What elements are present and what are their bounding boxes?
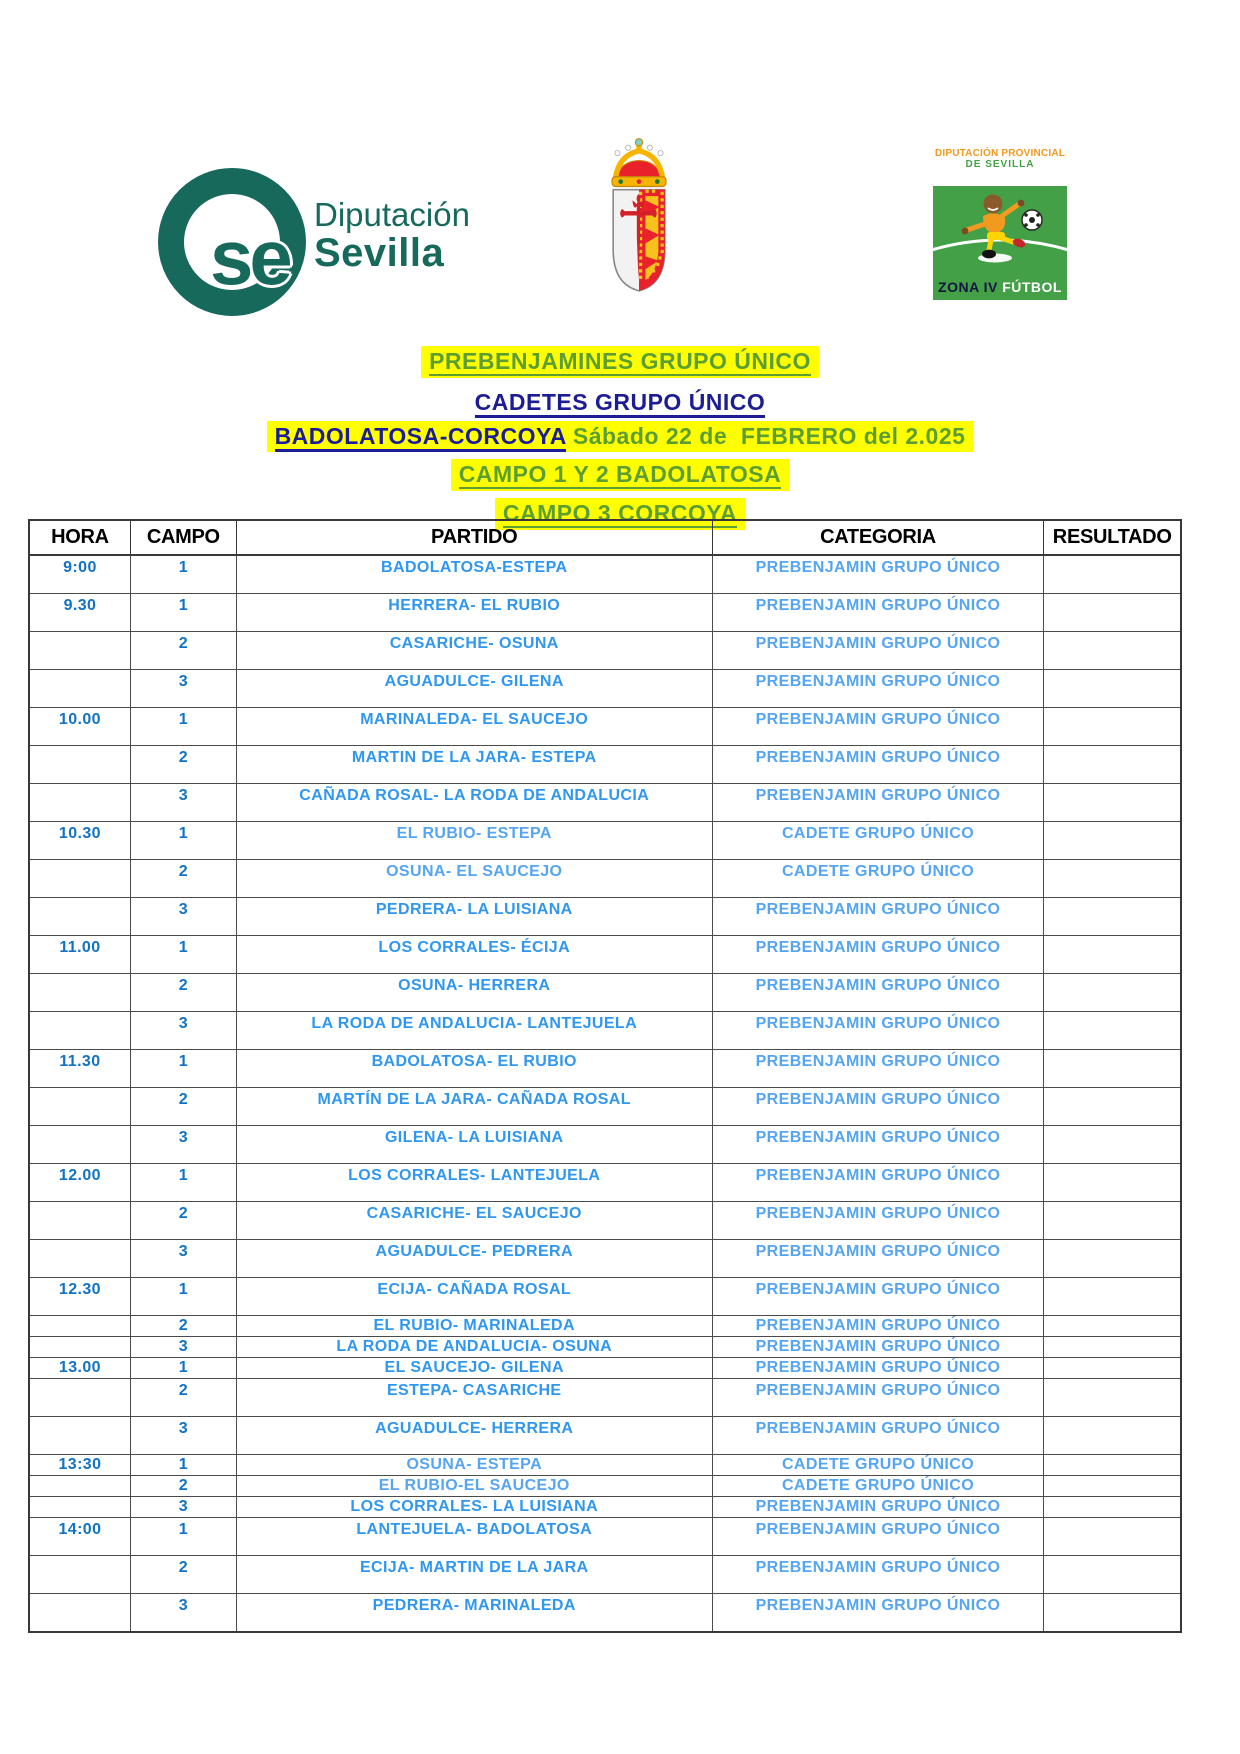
partido-cell: CAÑADA ROSAL- LA RODA DE ANDALUCIA	[236, 784, 712, 822]
categoria-cell: PREBENJAMIN GRUPO ÚNICO	[712, 1050, 1044, 1088]
diputacion-sevilla-mark-icon	[158, 168, 308, 304]
partido-cell: MARTÍN DE LA JARA- CAÑADA ROSAL	[236, 1088, 712, 1126]
hora-cell	[29, 784, 130, 822]
campo-cell: 1	[130, 1455, 236, 1476]
campo-cell: 1	[130, 1518, 236, 1556]
partido-cell: MARTIN DE LA JARA- ESTEPA	[236, 746, 712, 784]
table-row	[29, 1012, 1181, 1050]
resultado-cell	[1044, 822, 1181, 860]
hora-cell	[29, 1316, 130, 1337]
table-row	[29, 1126, 1181, 1164]
campo-cell: 2	[130, 1202, 236, 1240]
zona-logo-line2: DE SEVILLA	[965, 159, 1035, 170]
partido-cell: EL RUBIO- MARINALEDA	[236, 1316, 712, 1337]
table-row	[29, 708, 1181, 746]
table-row	[29, 1476, 1181, 1497]
hora-cell: 13:30	[29, 1455, 130, 1476]
campo-cell: 1	[130, 936, 236, 974]
resultado-cell	[1044, 708, 1181, 746]
categoria-cell: PREBENJAMIN GRUPO ÚNICO	[712, 1518, 1044, 1556]
hora-cell: 10.30	[29, 822, 130, 860]
resultado-cell	[1044, 1126, 1181, 1164]
header-partido: PARTIDO	[236, 520, 712, 555]
hora-cell: 9.30	[29, 594, 130, 632]
hora-cell	[29, 1379, 130, 1417]
resultado-cell	[1044, 1358, 1181, 1379]
resultado-cell	[1044, 784, 1181, 822]
zona-logo-line1: DIPUTACIÓN PROVINCIAL	[934, 148, 1066, 159]
table-row	[29, 1417, 1181, 1455]
title-date: Sábado 22 de FEBRERO del 2.025	[565, 422, 966, 449]
header-categoria: CATEGORIA	[712, 520, 1044, 555]
campo-cell: 1	[130, 1164, 236, 1202]
campo-cell: 1	[130, 1050, 236, 1088]
hora-cell: 11.30	[29, 1050, 130, 1088]
categoria-cell: PREBENJAMIN GRUPO ÚNICO	[712, 784, 1044, 822]
table-row	[29, 1202, 1181, 1240]
table-row	[29, 555, 1181, 594]
campo-cell: 3	[130, 1337, 236, 1358]
partido-cell: OSUNA- HERRERA	[236, 974, 712, 1012]
campo-cell: 2	[130, 860, 236, 898]
footballer-icon	[933, 186, 1067, 282]
table-row	[29, 936, 1181, 974]
partido-cell: EL RUBIO- ESTEPA	[236, 822, 712, 860]
campo-cell: 3	[130, 670, 236, 708]
table-row	[29, 974, 1181, 1012]
campo-cell: 2	[130, 1476, 236, 1497]
categoria-cell: PREBENJAMIN GRUPO ÚNICO	[712, 1594, 1044, 1633]
resultado-cell	[1044, 1202, 1181, 1240]
table-row	[29, 1050, 1181, 1088]
campo-cell: 3	[130, 898, 236, 936]
resultado-cell	[1044, 594, 1181, 632]
categoria-cell: PREBENJAMIN GRUPO ÚNICO	[712, 594, 1044, 632]
categoria-cell: PREBENJAMIN GRUPO ÚNICO	[712, 1126, 1044, 1164]
partido-cell: CASARICHE- EL SAUCEJO	[236, 1202, 712, 1240]
resultado-cell	[1044, 974, 1181, 1012]
partido-cell: LANTEJUELA- BADOLATOSA	[236, 1518, 712, 1556]
partido-cell: LOS CORRALES- LANTEJUELA	[236, 1164, 712, 1202]
logo-word-sevilla: Sevilla	[314, 231, 445, 276]
categoria-cell: PREBENJAMIN GRUPO ÚNICO	[712, 632, 1044, 670]
hora-cell	[29, 1012, 130, 1050]
campo-cell: 3	[130, 1417, 236, 1455]
resultado-cell	[1044, 1518, 1181, 1556]
partido-cell: AGUADULCE- HERRERA	[236, 1417, 712, 1455]
hora-cell: 12.30	[29, 1278, 130, 1316]
hora-cell	[29, 1476, 130, 1497]
categoria-cell: PREBENJAMIN GRUPO ÚNICO	[712, 1417, 1044, 1455]
resultado-cell	[1044, 1476, 1181, 1497]
diputacion-sevilla-logo	[158, 168, 470, 304]
table-row	[29, 1278, 1181, 1316]
categoria-cell: PREBENJAMIN GRUPO ÚNICO	[712, 1202, 1044, 1240]
partido-cell: GILENA- LA LUISIANA	[236, 1126, 712, 1164]
table-row	[29, 1240, 1181, 1278]
categoria-cell: PREBENJAMIN GRUPO ÚNICO	[712, 1316, 1044, 1337]
categoria-cell: CADETE GRUPO ÚNICO	[712, 1476, 1044, 1497]
categoria-cell: PREBENJAMIN GRUPO ÚNICO	[712, 1088, 1044, 1126]
partido-cell: AGUADULCE- GILENA	[236, 670, 712, 708]
schedule-table	[28, 519, 1182, 1633]
futbol-text: FÚTBOL	[1002, 279, 1062, 295]
resultado-cell	[1044, 746, 1181, 784]
table-row	[29, 1316, 1181, 1337]
hora-cell: 10.00	[29, 708, 130, 746]
campo-cell: 3	[130, 1012, 236, 1050]
hora-cell	[29, 1240, 130, 1278]
partido-cell: AGUADULCE- PEDRERA	[236, 1240, 712, 1278]
partido-cell: EL RUBIO-EL SAUCEJO	[236, 1476, 712, 1497]
categoria-cell: PREBENJAMIN GRUPO ÚNICO	[712, 670, 1044, 708]
campo-cell: 1	[130, 822, 236, 860]
table-row	[29, 1518, 1181, 1556]
title-campo-3: CAMPO 3 CORCOYA	[502, 500, 738, 526]
resultado-cell	[1044, 936, 1181, 974]
table-row	[29, 746, 1181, 784]
campo-cell: 2	[130, 1379, 236, 1417]
partido-cell: LOS CORRALES- ÉCIJA	[236, 936, 712, 974]
resultado-cell	[1044, 670, 1181, 708]
partido-cell: ECIJA- CAÑADA ROSAL	[236, 1278, 712, 1316]
categoria-cell: PREBENJAMIN GRUPO ÚNICO	[712, 1337, 1044, 1358]
header-hora: HORA	[29, 520, 130, 555]
logo-word-diputacion: Diputación	[314, 195, 470, 233]
campo-cell: 2	[130, 1088, 236, 1126]
resultado-cell	[1044, 1556, 1181, 1594]
hora-cell	[29, 1088, 130, 1126]
categoria-cell: PREBENJAMIN GRUPO ÚNICO	[712, 1497, 1044, 1518]
hora-cell: 9:00	[29, 555, 130, 594]
table-row	[29, 822, 1181, 860]
hora-cell	[29, 1417, 130, 1455]
campo-cell: 3	[130, 1594, 236, 1633]
hora-cell	[29, 860, 130, 898]
categoria-cell: PREBENJAMIN GRUPO ÚNICO	[712, 1012, 1044, 1050]
table-row	[29, 1337, 1181, 1358]
resultado-cell	[1044, 1497, 1181, 1518]
table-row	[29, 1088, 1181, 1126]
resultado-cell	[1044, 1455, 1181, 1476]
partido-cell: LA RODA DE ANDALUCIA- LANTEJUELA	[236, 1012, 712, 1050]
title-cadetes: CADETES GRUPO ÚNICO	[475, 389, 766, 418]
categoria-cell: PREBENJAMIN GRUPO ÚNICO	[712, 936, 1044, 974]
hora-cell	[29, 1126, 130, 1164]
campo-cell: 2	[130, 1556, 236, 1594]
resultado-cell	[1044, 1417, 1181, 1455]
table-row	[29, 1379, 1181, 1417]
campo-cell: 1	[130, 555, 236, 594]
hora-cell	[29, 632, 130, 670]
resultado-cell	[1044, 1316, 1181, 1337]
table-row	[29, 594, 1181, 632]
categoria-cell: CADETE GRUPO ÚNICO	[712, 1455, 1044, 1476]
table-header-row	[29, 520, 1181, 555]
table-row	[29, 1556, 1181, 1594]
badolatosa-coat-of-arms-icon	[585, 138, 693, 308]
campo-cell: 3	[130, 1126, 236, 1164]
categoria-cell: PREBENJAMIN GRUPO ÚNICO	[712, 1240, 1044, 1278]
hora-cell	[29, 670, 130, 708]
table-row	[29, 1455, 1181, 1476]
resultado-cell	[1044, 1050, 1181, 1088]
partido-cell: EL SAUCEJO- GILENA	[236, 1358, 712, 1379]
resultado-cell	[1044, 1337, 1181, 1358]
table-row	[29, 1164, 1181, 1202]
resultado-cell	[1044, 1278, 1181, 1316]
table-row	[29, 898, 1181, 936]
partido-cell: CASARICHE- OSUNA	[236, 632, 712, 670]
table-row	[29, 632, 1181, 670]
partido-cell: PEDRERA- MARINALEDA	[236, 1594, 712, 1633]
hora-cell: 11.00	[29, 936, 130, 974]
resultado-cell	[1044, 1594, 1181, 1633]
partido-cell: LOS CORRALES- LA LUISIANA	[236, 1497, 712, 1518]
partido-cell: ESTEPA- CASARICHE	[236, 1379, 712, 1417]
resultado-cell	[1044, 1240, 1181, 1278]
table-row	[29, 1497, 1181, 1518]
resultado-cell	[1044, 555, 1181, 594]
categoria-cell: PREBENJAMIN GRUPO ÚNICO	[712, 708, 1044, 746]
campo-cell: 1	[130, 1358, 236, 1379]
hora-cell	[29, 898, 130, 936]
table-row	[29, 784, 1181, 822]
zona-logo-field	[933, 186, 1067, 300]
title-location: BADOLATOSA-CORCOYA	[275, 423, 566, 452]
categoria-cell: PREBENJAMIN GRUPO ÚNICO	[712, 1164, 1044, 1202]
partido-cell: BADOLATOSA-ESTEPA	[236, 555, 712, 594]
campo-cell: 2	[130, 632, 236, 670]
categoria-cell: PREBENJAMIN GRUPO ÚNICO	[712, 1358, 1044, 1379]
zona-text: ZONA IV	[938, 279, 1003, 295]
hora-cell	[29, 1594, 130, 1633]
hora-cell	[29, 974, 130, 1012]
logo-se-letters: se	[210, 213, 289, 301]
hora-cell	[29, 1337, 130, 1358]
categoria-cell: PREBENJAMIN GRUPO ÚNICO	[712, 898, 1044, 936]
campo-cell: 1	[130, 594, 236, 632]
campo-cell: 3	[130, 784, 236, 822]
campo-cell: 2	[130, 974, 236, 1012]
title-prebenjamines: PREBENJAMINES GRUPO ÚNICO	[429, 348, 811, 374]
hora-cell	[29, 1497, 130, 1518]
hora-cell: 13.00	[29, 1358, 130, 1379]
partido-cell: BADOLATOSA- EL RUBIO	[236, 1050, 712, 1088]
schedule-table-body	[29, 555, 1181, 1632]
hora-cell: 14:00	[29, 1518, 130, 1556]
hora-cell	[29, 1202, 130, 1240]
resultado-cell	[1044, 860, 1181, 898]
resultado-cell	[1044, 1088, 1181, 1126]
hora-cell	[29, 1556, 130, 1594]
partido-cell: OSUNA- ESTEPA	[236, 1455, 712, 1476]
zona-iv-futbol-logo	[933, 148, 1067, 300]
table-row	[29, 670, 1181, 708]
partido-cell: LA RODA DE ANDALUCIA- OSUNA	[236, 1337, 712, 1358]
campo-cell: 3	[130, 1497, 236, 1518]
resultado-cell	[1044, 1012, 1181, 1050]
categoria-cell: PREBENJAMIN GRUPO ÚNICO	[712, 1278, 1044, 1316]
zona-logo-caption	[933, 279, 1067, 295]
partido-cell: ECIJA- MARTIN DE LA JARA	[236, 1556, 712, 1594]
resultado-cell	[1044, 898, 1181, 936]
hora-cell: 12.00	[29, 1164, 130, 1202]
hora-cell	[29, 746, 130, 784]
titles-block	[0, 346, 1240, 537]
campo-cell: 2	[130, 1316, 236, 1337]
campo-cell: 2	[130, 746, 236, 784]
campo-cell: 3	[130, 1240, 236, 1278]
header-campo: CAMPO	[130, 520, 236, 555]
categoria-cell: PREBENJAMIN GRUPO ÚNICO	[712, 1379, 1044, 1417]
categoria-cell: PREBENJAMIN GRUPO ÚNICO	[712, 1556, 1044, 1594]
title-campo-1-2: CAMPO 1 Y 2 BADOLATOSA	[458, 461, 782, 488]
categoria-cell: PREBENJAMIN GRUPO ÚNICO	[712, 746, 1044, 784]
categoria-cell: PREBENJAMIN GRUPO ÚNICO	[712, 974, 1044, 1012]
partido-cell: MARINALEDA- EL SAUCEJO	[236, 708, 712, 746]
campo-cell: 1	[130, 708, 236, 746]
categoria-cell: CADETE GRUPO ÚNICO	[712, 860, 1044, 898]
categoria-cell: PREBENJAMIN GRUPO ÚNICO	[712, 555, 1044, 594]
table-row	[29, 1358, 1181, 1379]
partido-cell: PEDRERA- LA LUISIANA	[236, 898, 712, 936]
resultado-cell	[1044, 1379, 1181, 1417]
partido-cell: HERRERA- EL RUBIO	[236, 594, 712, 632]
resultado-cell	[1044, 632, 1181, 670]
table-row	[29, 1594, 1181, 1633]
campo-cell: 1	[130, 1278, 236, 1316]
header-resultado: RESULTADO	[1044, 520, 1181, 555]
partido-cell: OSUNA- EL SAUCEJO	[236, 860, 712, 898]
categoria-cell: CADETE GRUPO ÚNICO	[712, 822, 1044, 860]
table-row	[29, 860, 1181, 898]
resultado-cell	[1044, 1164, 1181, 1202]
